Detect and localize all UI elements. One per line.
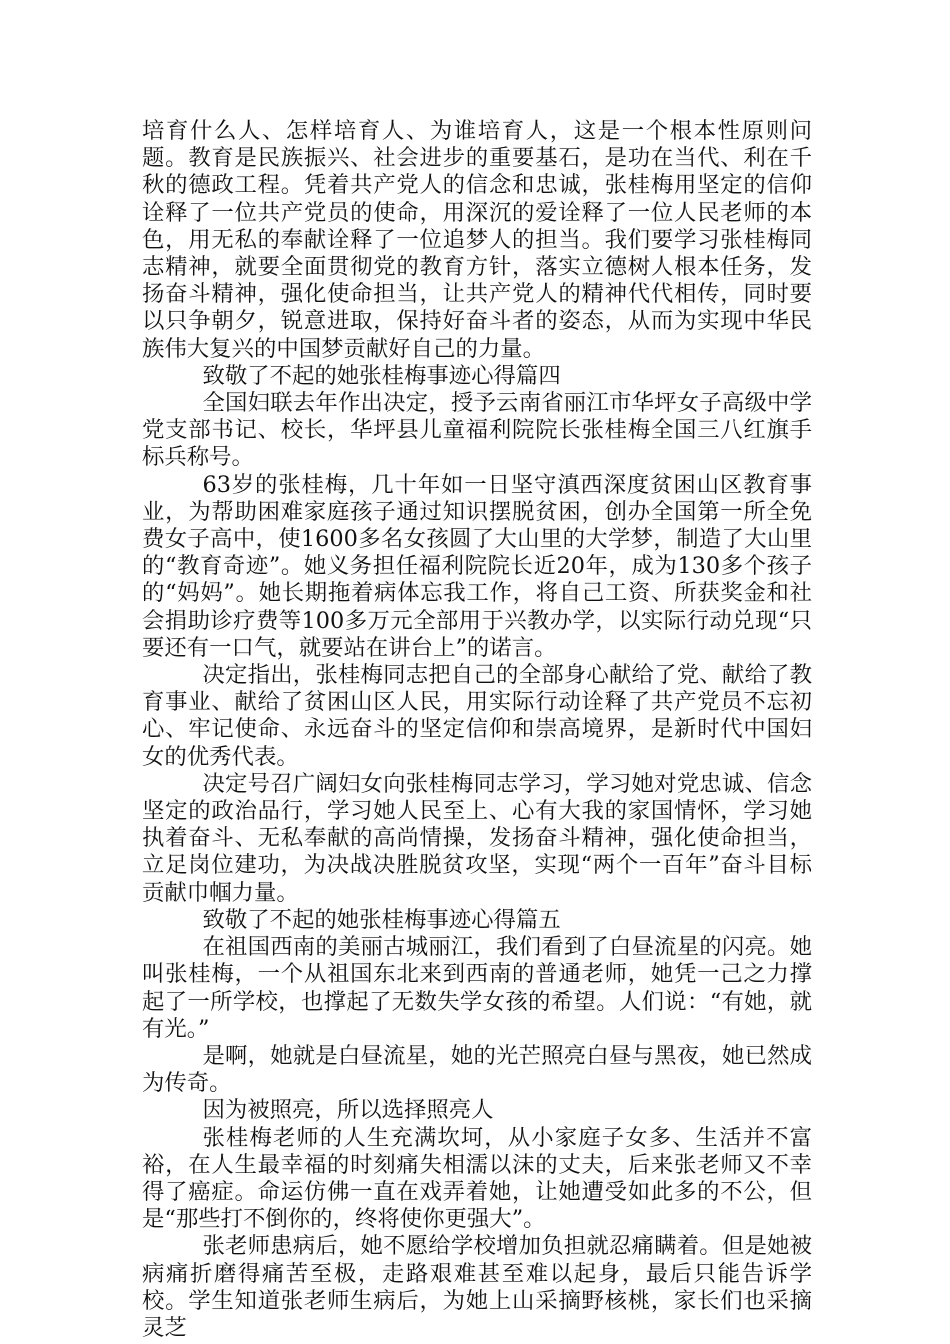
paragraph: 是啊，她就是白昼流星，她的光芒照亮白昼与黑夜，她已然成为传奇。 [142,1042,812,1097]
paragraph: 张桂梅老师的人生充满坎坷，从小家庭子女多、生活并不富裕，在人生最幸福的时刻痛失相濡以沫的丈夫，后来张老师又不幸得了癌症。命运仿佛一直在戏弄着她，让她遭受如此多的不公，但是“那些打不倒你的，终将使你更强大”。 [142,1124,812,1233]
section-heading-5: 致敬了不起的她张桂梅事迹心得篇五 [202,906,561,933]
document-page [142,118,812,1342]
paragraph-intro: 培育什么人、怎样培育人、为谁培育人，这是一个根本性原则问题。教育是民族振兴、社会进步的重要基石，是功在当代、利在千秋的德政工程。凭着共产党人的信念和忠诚，张桂梅用坚定的信仰诠释了一位共产党员的使命，用深沉的爱诠释了一位人民老师的本色，用无私的奉献诠释了一位追梦人的担当。我们要学习张桂梅同志精神，就要全面贯彻党的教育方针，落实立德树人根本任务，发扬奋斗精神，强化使命担当，让共产党人的精神代代相传，同时要以只争朝夕，锐意进取，保持好奋斗者的姿态，从而为实现中华民族伟大复兴的中国梦贡献好自己的力量。 [142,118,812,362]
paragraph: 在祖国西南的美丽古城丽江，我们看到了白昼流星的闪亮。她叫张桂梅，一个从祖国东北来到西南的普通老师，她凭一己之力撑起了一所学校，也撑起了无数失学女孩的希望。人们说：“有她，就有光。” [142,934,812,1042]
paragraph: 张老师患病后，她不愿给学校增加负担就忍痛瞒着。但是她被病痛折磨得痛苦至极，走路艰难甚至难以起身，最后只能告诉学校。学生知道张老师生病后，为她上山采摘野核桃，家长们也采摘灵芝 [142,1233,812,1341]
paragraph: 全国妇联去年作出决定，授予云南省丽江市华坪女子高级中学党支部书记、校长，华坪县儿童福利院院长张桂梅全国三八红旗手标兵称号。 [142,390,812,471]
subheading: 因为被照亮，所以选择照亮人 [202,1097,494,1124]
paragraph: 63岁的张桂梅，几十年如一日坚守滇西深度贫困山区教育事业，为帮助困难家庭孩子通过知识摆脱贫困，创办全国第一所全免费女子高中，使1600多名女孩圆了大山里的大学梦，制造了大山里的“教育奇迹”。她义务担任福利院院长近20年，成为130多个孩子的“妈妈”。她长期拖着病体忘我工作，将自己工资、所获奖金和社会捐助诊疗费等100多万元全部用于兴教办学，以实际行动兑现“只要还有一口气，就要站在讲台上”的诺言。 [142,471,812,661]
paragraph: 决定指出，张桂梅同志把自己的全部身心献给了党、献给了教育事业、献给了贫困山区人民，用实际行动诠释了共产党员不忘初心、牢记使命、永远奋斗的坚定信仰和崇高境界，是新时代中国妇女的优秀代表。 [142,662,812,770]
section-heading-4: 致敬了不起的她张桂梅事迹心得篇四 [202,362,561,389]
paragraph: 决定号召广阔妇女向张桂梅同志学习，学习她对党忠诚、信念坚定的政治品行，学习她人民至上、心有大我的家国情怀，学习她执着奋斗、无私奉献的高尚情操，发扬奋斗精神，强化使命担当，立足岗位建功，为决战决胜脱贫攻坚，实现“两个一百年”奋斗目标贡献巾帼力量。 [142,770,812,906]
